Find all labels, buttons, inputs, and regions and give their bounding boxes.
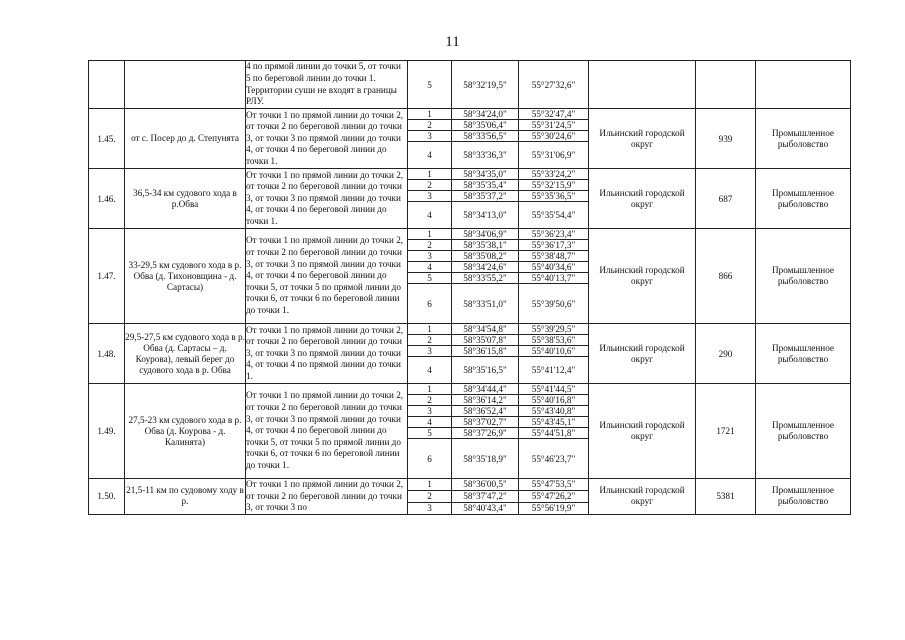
latitude: 58°34'13,0" <box>452 202 519 229</box>
point-number: 3 <box>408 251 452 262</box>
latitude: 58°34'44,4" <box>452 384 519 395</box>
point-number: 5 <box>408 428 452 439</box>
area-name: 27,5-23 км судового хода в р. Обва (д. Коурова - д. Калинята) <box>125 384 246 479</box>
area-name: 29,5-27,5 км судового хода в р. Обва (д. Сартасы – д. Коурова), левый берег до судового хода в р. Обва <box>125 324 246 384</box>
longitude: 55°35'54,4" <box>519 202 589 229</box>
table-row <box>89 61 851 109</box>
longitude: 55°43'40,8" <box>519 406 589 417</box>
point-number: 1 <box>408 169 452 180</box>
point-number: 5 <box>408 61 452 109</box>
area-value: 1721 <box>696 384 756 479</box>
municipality: Ильинский городской округ <box>589 229 696 324</box>
municipality: Ильинский городской округ <box>589 169 696 229</box>
latitude: 58°35'07,8" <box>452 335 519 346</box>
latitude: 58°34'24,6" <box>452 262 519 273</box>
point-number: 1 <box>408 479 452 491</box>
point-number: 3 <box>408 131 452 142</box>
point-number: 1 <box>408 109 452 120</box>
latitude: 58°34'06,9" <box>452 229 519 240</box>
point-number: 4 <box>408 357 452 384</box>
latitude: 58°37'02,7" <box>452 417 519 428</box>
latitude: 58°35'08,2" <box>452 251 519 262</box>
page-number: 11 <box>445 34 460 50</box>
municipality: Ильинский городской округ <box>589 109 696 169</box>
latitude: 58°35'38,1" <box>452 240 519 251</box>
latitude: 58°35'06,4" <box>452 120 519 131</box>
table-row <box>89 169 851 180</box>
fishing-type: Промышленное рыболовство <box>756 479 851 515</box>
area-value: 687 <box>696 169 756 229</box>
longitude: 55°33'24,2" <box>519 169 589 180</box>
point-number: 2 <box>408 490 452 502</box>
longitude: 55°56'19,9" <box>519 502 589 514</box>
fishing-type <box>756 61 851 109</box>
longitude: 55°39'29,5" <box>519 324 589 335</box>
longitude: 55°46'23,7" <box>519 439 589 479</box>
point-number: 4 <box>408 202 452 229</box>
area-value: 939 <box>696 109 756 169</box>
row-number <box>89 61 125 109</box>
table-row <box>89 324 851 335</box>
point-number: 3 <box>408 191 452 202</box>
area-name <box>125 61 246 109</box>
fishing-type: Промышленное рыболовство <box>756 324 851 384</box>
latitude: 58°35'37,2" <box>452 191 519 202</box>
row-number: 1.45. <box>89 109 125 169</box>
point-number: 2 <box>408 120 452 131</box>
latitude: 58°35'18,9" <box>452 439 519 479</box>
longitude: 55°41'44,5" <box>519 384 589 395</box>
latitude: 58°37'26,9" <box>452 428 519 439</box>
longitude: 55°31'24,5" <box>519 120 589 131</box>
longitude: 55°40'34,6" <box>519 262 589 273</box>
municipality: Ильинский городской округ <box>589 384 696 479</box>
latitude: 58°37'47,2" <box>452 490 519 502</box>
boundary-description: От точки 1 по прямой линии до точки 2, от точки 2 по береговой линии до точки 3, от точки 3 по прямой линии до точки 4, от точки 4 по береговой линии до точки 5, от точки 5 по прямой линии до точки 6, от точки 6 по береговой линии до точки 1. <box>246 229 408 324</box>
point-number: 2 <box>408 180 452 191</box>
boundary-description: От точки 1 по прямой линии до точки 2, от точки 2 по береговой линии до точки 3, от точки 3 по прямой линии до точки 4, от точки 4 по береговой линии до точки 1. <box>246 169 408 229</box>
longitude: 55°36'17,3" <box>519 240 589 251</box>
point-number: 6 <box>408 284 452 324</box>
point-number: 5 <box>408 273 452 284</box>
longitude: 55°27'32,6" <box>519 61 589 109</box>
point-number: 2 <box>408 240 452 251</box>
area-name: от с. Посер до д. Степунята <box>125 109 246 169</box>
latitude: 58°35'16,5" <box>452 357 519 384</box>
row-number: 1.47. <box>89 229 125 324</box>
point-number: 3 <box>408 406 452 417</box>
area-name: 21,5-11 км по судовому ходу в р. <box>125 479 246 515</box>
point-number: 3 <box>408 346 452 357</box>
table-row <box>89 384 851 395</box>
point-number: 4 <box>408 262 452 273</box>
municipality: Ильинский городской округ <box>589 479 696 515</box>
boundary-description: 4 по прямой линии до точки 5, от точки 5 по береговой линии до точки 1. Территории суши не входят в границы РЛУ. <box>246 61 408 109</box>
latitude: 58°36'00,5" <box>452 479 519 491</box>
row-number: 1.46. <box>89 169 125 229</box>
row-number: 1.50. <box>89 479 125 515</box>
fishing-type: Промышленное рыболовство <box>756 169 851 229</box>
latitude: 58°35'35,4" <box>452 180 519 191</box>
latitude: 58°36'52,4" <box>452 406 519 417</box>
point-number: 1 <box>408 384 452 395</box>
longitude: 55°44'51,8" <box>519 428 589 439</box>
longitude: 55°40'10,6" <box>519 346 589 357</box>
point-number: 1 <box>408 229 452 240</box>
latitude: 58°40'43,4" <box>452 502 519 514</box>
latitude: 58°33'36,3" <box>452 142 519 169</box>
longitude: 55°35'36,5" <box>519 191 589 202</box>
table-row <box>89 479 851 491</box>
longitude: 55°40'16,8" <box>519 395 589 406</box>
table-row <box>89 229 851 240</box>
longitude: 55°39'50,6" <box>519 284 589 324</box>
longitude: 55°41'12,4" <box>519 357 589 384</box>
area-value: 866 <box>696 229 756 324</box>
longitude: 55°43'45,1" <box>519 417 589 428</box>
longitude: 55°38'53,6" <box>519 335 589 346</box>
area-value: 5381 <box>696 479 756 515</box>
latitude: 58°33'51,0" <box>452 284 519 324</box>
table-row <box>89 109 851 120</box>
longitude: 55°36'23,4" <box>519 229 589 240</box>
fishing-type: Промышленное рыболовство <box>756 229 851 324</box>
longitude: 55°47'53,5" <box>519 479 589 491</box>
latitude: 58°36'15,8" <box>452 346 519 357</box>
longitude: 55°31'06,9" <box>519 142 589 169</box>
latitude: 58°36'14,2" <box>452 395 519 406</box>
point-number: 6 <box>408 439 452 479</box>
boundary-description: От точки 1 по прямой линии до точки 2, от точки 2 по береговой линии до точки 3, от точки 3 по <box>246 479 408 515</box>
longitude: 55°32'15,9" <box>519 180 589 191</box>
longitude: 55°30'24,6" <box>519 131 589 142</box>
area-value <box>696 61 756 109</box>
longitude: 55°32'47,4" <box>519 109 589 120</box>
row-number: 1.48. <box>89 324 125 384</box>
longitude: 55°38'48,7" <box>519 251 589 262</box>
municipality: Ильинский городской округ <box>589 324 696 384</box>
boundary-description: От точки 1 по прямой линии до точки 2, от точки 2 по береговой линии до точки 3, от точки 3 по прямой линии до точки 4, от точки 4 по береговой линии до точки 1. <box>246 109 408 169</box>
fishing-type: Промышленное рыболовство <box>756 384 851 479</box>
point-number: 3 <box>408 502 452 514</box>
latitude: 58°34'24,0" <box>452 109 519 120</box>
latitude: 58°32'19,5" <box>452 61 519 109</box>
point-number: 1 <box>408 324 452 335</box>
fishing-type: Промышленное рыболовство <box>756 109 851 169</box>
boundary-description: От точки 1 по прямой линии до точки 2, от точки 2 по береговой линии до точки 3, от точки 3 по прямой линии до точки 4, от точки 4 по прямой линии до точки 1. <box>246 324 408 384</box>
latitude: 58°34'35,0" <box>452 169 519 180</box>
point-number: 4 <box>408 142 452 169</box>
latitude: 58°33'56,5" <box>452 131 519 142</box>
area-name: 36,5-34 км судового хода в р.Обва <box>125 169 246 229</box>
area-name: 33-29,5 км судового хода в р. Обва (д. Тихоновщина - д. Сартасы) <box>125 229 246 324</box>
longitude: 55°40'13,7" <box>519 273 589 284</box>
latitude: 58°33'55,2" <box>452 273 519 284</box>
row-number: 1.49. <box>89 384 125 479</box>
municipality <box>589 61 696 109</box>
point-number: 2 <box>408 335 452 346</box>
boundary-description: От точки 1 по прямой линии до точки 2, от точки 2 по береговой линии до точки 3, от точки 3 по прямой линии до точки 4, от точки 4 по береговой линии до точки 5, от точки 5 по прямой линии до точки 6, от точки 6 по береговой линии до точки 1. <box>246 384 408 479</box>
longitude: 55°47'26,2" <box>519 490 589 502</box>
point-number: 4 <box>408 417 452 428</box>
point-number: 2 <box>408 395 452 406</box>
fishing-areas-table <box>88 60 851 515</box>
area-value: 290 <box>696 324 756 384</box>
latitude: 58°34'54,8" <box>452 324 519 335</box>
